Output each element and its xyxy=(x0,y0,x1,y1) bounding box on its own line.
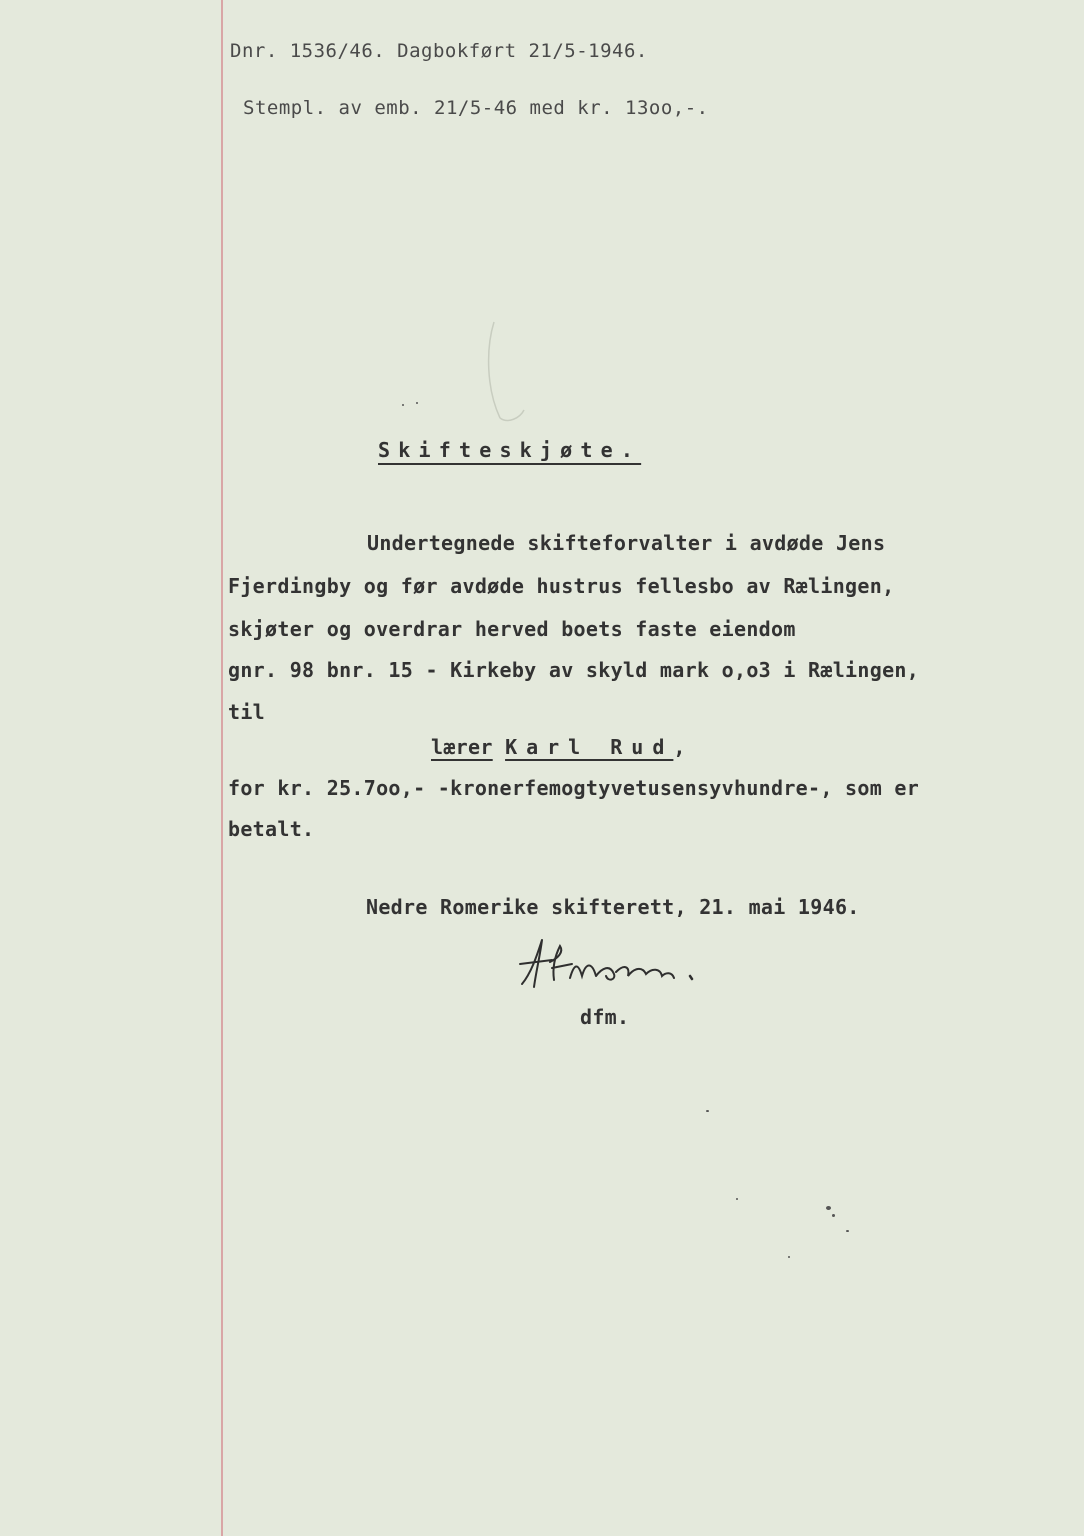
paper-speck xyxy=(402,404,404,406)
body-line-2: Fjerdingby og før avdøde hustrus fellesbo av Rælingen, xyxy=(228,574,895,598)
paper-speck xyxy=(826,1206,831,1210)
body-line-3: skjøter og overdrar herved boets faste eiendom xyxy=(228,617,796,641)
document-title: Skifteskjøte. xyxy=(378,438,642,462)
recipient-title: lærer xyxy=(431,735,493,759)
journal-number-line: Dnr. 1536/46. Dagbokført 21/5-1946. xyxy=(230,40,648,62)
stamp-duty-line: Stempl. av emb. 21/5-46 med kr. 13oo,-. xyxy=(243,97,709,119)
handwritten-signature xyxy=(512,932,712,1002)
place-date-line: Nedre Romerike skifterett, 21. mai 1946. xyxy=(366,895,860,919)
faint-pencil-mark xyxy=(480,318,530,428)
body-line-1: Undertegnede skifteforvalter i avdøde Jens xyxy=(367,531,886,555)
body-line-8: betalt. xyxy=(228,817,315,841)
paper-speck xyxy=(832,1214,835,1217)
paper-speck xyxy=(706,1110,709,1112)
paper-speck xyxy=(846,1230,849,1232)
signature-title: dfm. xyxy=(580,1005,630,1029)
recipient-suffix: , xyxy=(673,735,686,759)
body-line-7: for kr. 25.7oo,- -kronerfemogtyvetusensyvhundre-, som er xyxy=(228,776,920,800)
body-line-4: gnr. 98 bnr. 15 - Kirkeby av skyld mark o,o3 i Rælingen, xyxy=(228,658,920,682)
body-line-5: til xyxy=(228,700,266,724)
recipient-name: Karl Rud xyxy=(505,735,674,759)
margin-rule xyxy=(221,0,223,1536)
paper-speck xyxy=(416,402,418,404)
paper-speck xyxy=(788,1256,790,1258)
recipient-line xyxy=(431,735,686,759)
paper-speck xyxy=(736,1198,738,1200)
